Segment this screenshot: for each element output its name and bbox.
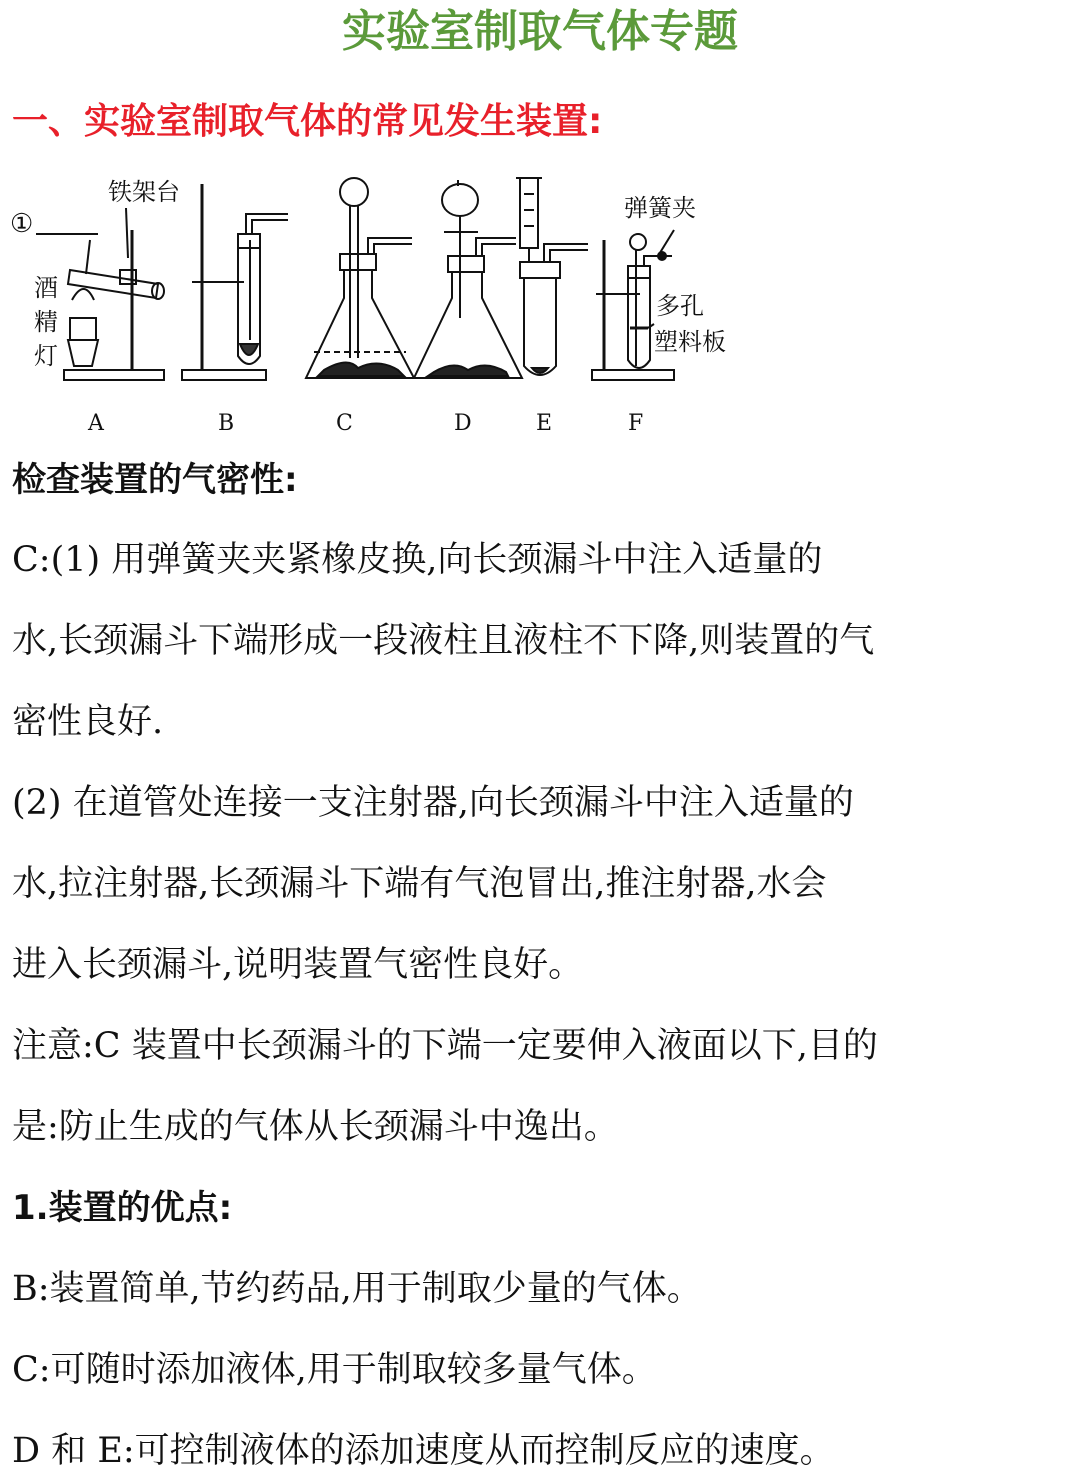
lamp-label-2: 精 bbox=[34, 308, 58, 336]
apparatus-figure bbox=[8, 170, 738, 440]
page-title: 实验室制取气体专题 bbox=[342, 6, 738, 57]
iron-stand-label: 铁架台 bbox=[108, 178, 180, 206]
spring-clip-label: 弹簧夹 bbox=[624, 194, 696, 222]
apparatus-letter-f: F bbox=[628, 411, 644, 436]
apparatus-e bbox=[516, 178, 588, 375]
apparatus-letter-a: A bbox=[88, 411, 104, 436]
apparatus-d bbox=[414, 180, 522, 378]
apparatus-f bbox=[592, 194, 726, 380]
paragraph-line: 进入长颈漏斗,说明装置气密性良好。 bbox=[12, 945, 584, 985]
porous-plate-label-1: 多孔 bbox=[656, 292, 704, 320]
advantages-heading: 1.装置的优点: bbox=[12, 1188, 233, 1228]
note-line: 注意:C 装置中长颈漏斗的下端一定要伸入液面以下,目的 bbox=[12, 1026, 878, 1066]
paragraph-line: C:(1) 用弹簧夹夹紧橡皮换,向长颈漏斗中注入适量的 bbox=[12, 540, 823, 580]
paragraph-line: 密性良好. bbox=[12, 702, 164, 742]
note-line: 是:防止生成的气体从长颈漏斗中逸出。 bbox=[12, 1107, 619, 1147]
apparatus-b bbox=[182, 184, 288, 380]
apparatus-a bbox=[10, 178, 180, 380]
paragraph-line: 水,长颈漏斗下端形成一段液柱且液柱不下降,则装置的气 bbox=[12, 621, 875, 661]
porous-plate-label-2: 塑料板 bbox=[654, 328, 726, 356]
advantage-line: D 和 E:可控制液体的添加速度从而控制反应的速度。 bbox=[12, 1431, 835, 1471]
apparatus-letter-d: D bbox=[454, 411, 472, 436]
apparatus-letter-c: C bbox=[336, 411, 353, 436]
airtightness-heading: 检查装置的气密性: bbox=[12, 460, 298, 500]
apparatus-c bbox=[306, 178, 414, 378]
section-heading-apparatus: 一、实验室制取气体的常见发生装置: bbox=[12, 101, 603, 142]
circled-number-label: ① bbox=[10, 209, 34, 239]
paragraph-line: (2) 在道管处连接一支注射器,向长颈漏斗中注入适量的 bbox=[12, 783, 854, 823]
paragraph-line: 水,拉注射器,长颈漏斗下端有气泡冒出,推注射器,水会 bbox=[12, 864, 827, 904]
lamp-label-3: 灯 bbox=[34, 342, 58, 370]
advantage-line: B:装置简单,节约药品,用于制取少量的气体。 bbox=[12, 1269, 702, 1309]
lamp-label-1: 酒 bbox=[34, 274, 58, 302]
apparatus-letter-b: B bbox=[218, 411, 235, 436]
advantage-line: C:可随时添加液体,用于制取较多量气体。 bbox=[12, 1350, 657, 1390]
apparatus-letter-e: E bbox=[536, 411, 553, 436]
